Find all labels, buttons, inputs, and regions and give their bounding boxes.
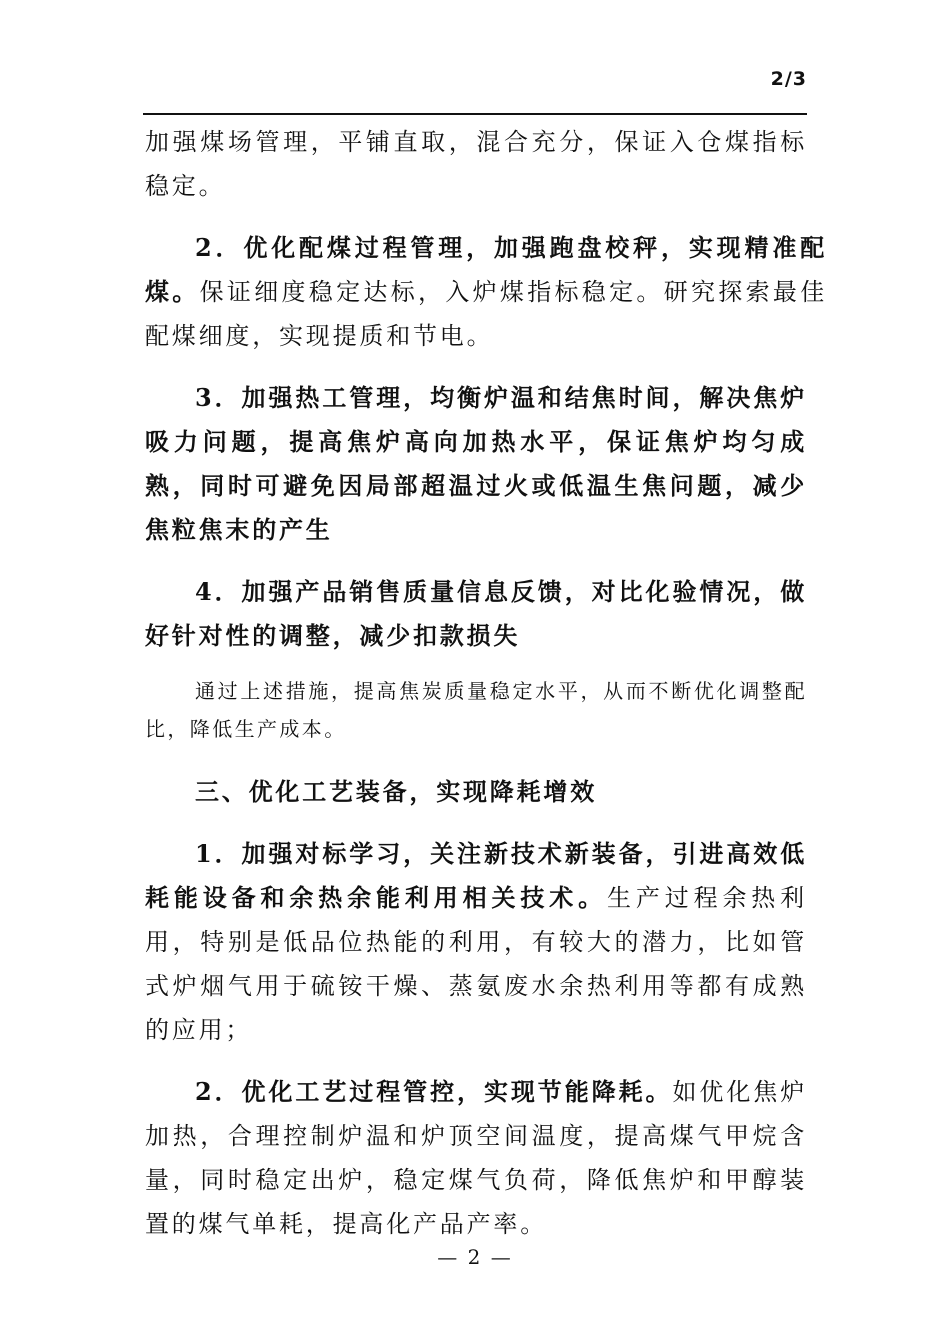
section-3-item-1-heading: 1．加强对标学习，关注新技术新装备，引进高效低耗能设备和余热余能利用相关技术。 [145, 839, 807, 912]
item-2-heading: 2．优化配煤过程管理，加强跑盘校秤，实现精准配煤。 [145, 233, 827, 306]
document-body [145, 120, 827, 1246]
paragraph-item-3: 3．加强热工管理，均衡炉温和结焦时间，解决焦炉吸力问题，提高焦炉高向加热水平，保证焦炉均匀成熟，同时可避免因局部超温过火或低温生焦问题，减少焦粒焦末的产生 [145, 383, 807, 544]
section-3-heading: 三、优化工艺装备，实现降耗增效 [195, 777, 597, 806]
header-rule [143, 113, 807, 115]
paragraph-section-3-item-1 [145, 832, 807, 1052]
footer-page-number: — 2 — [437, 1245, 513, 1269]
paragraph-item-2 [145, 226, 827, 358]
paragraph-summary: 通过上述措施，提高焦炭质量稳定水平，从而不断优化调整配比，降低生产成本。 [145, 679, 807, 741]
section-3-item-2-heading: 2．优化工艺过程管控，实现节能降耗。 [195, 1077, 673, 1106]
section-3-item-1-body: 生产过程余热利用，特别是低品位热能的利用，有较大的潜力，比如管式炉烟气用于硫铵干燥、蒸氨废水余热利用等都有成熟的应用； [145, 884, 807, 1044]
paragraph-item-4: 4．加强产品销售质量信息反馈，对比化验情况，做好针对性的调整，减少扣款损失 [145, 577, 807, 650]
section-3-item-2-body: 如优化焦炉加热，合理控制炉温和炉顶空间温度，提高煤气甲烷含量，同时稳定出炉，稳定煤气负荷，降低焦炉和甲醇装置的煤气单耗，提高化产品产率。 [145, 1078, 807, 1238]
item-2-body: 保证细度稳定达标，入炉煤指标稳定。研究探索最佳配煤细度，实现提质和节电。 [145, 278, 827, 350]
page-indicator: 2/3 [770, 68, 807, 90]
paragraph-coal-yard-continued: 加强煤场管理，平铺直取，混合充分，保证入仓煤指标稳定。 [145, 128, 807, 200]
paragraph-section-3-item-2 [145, 1070, 807, 1246]
